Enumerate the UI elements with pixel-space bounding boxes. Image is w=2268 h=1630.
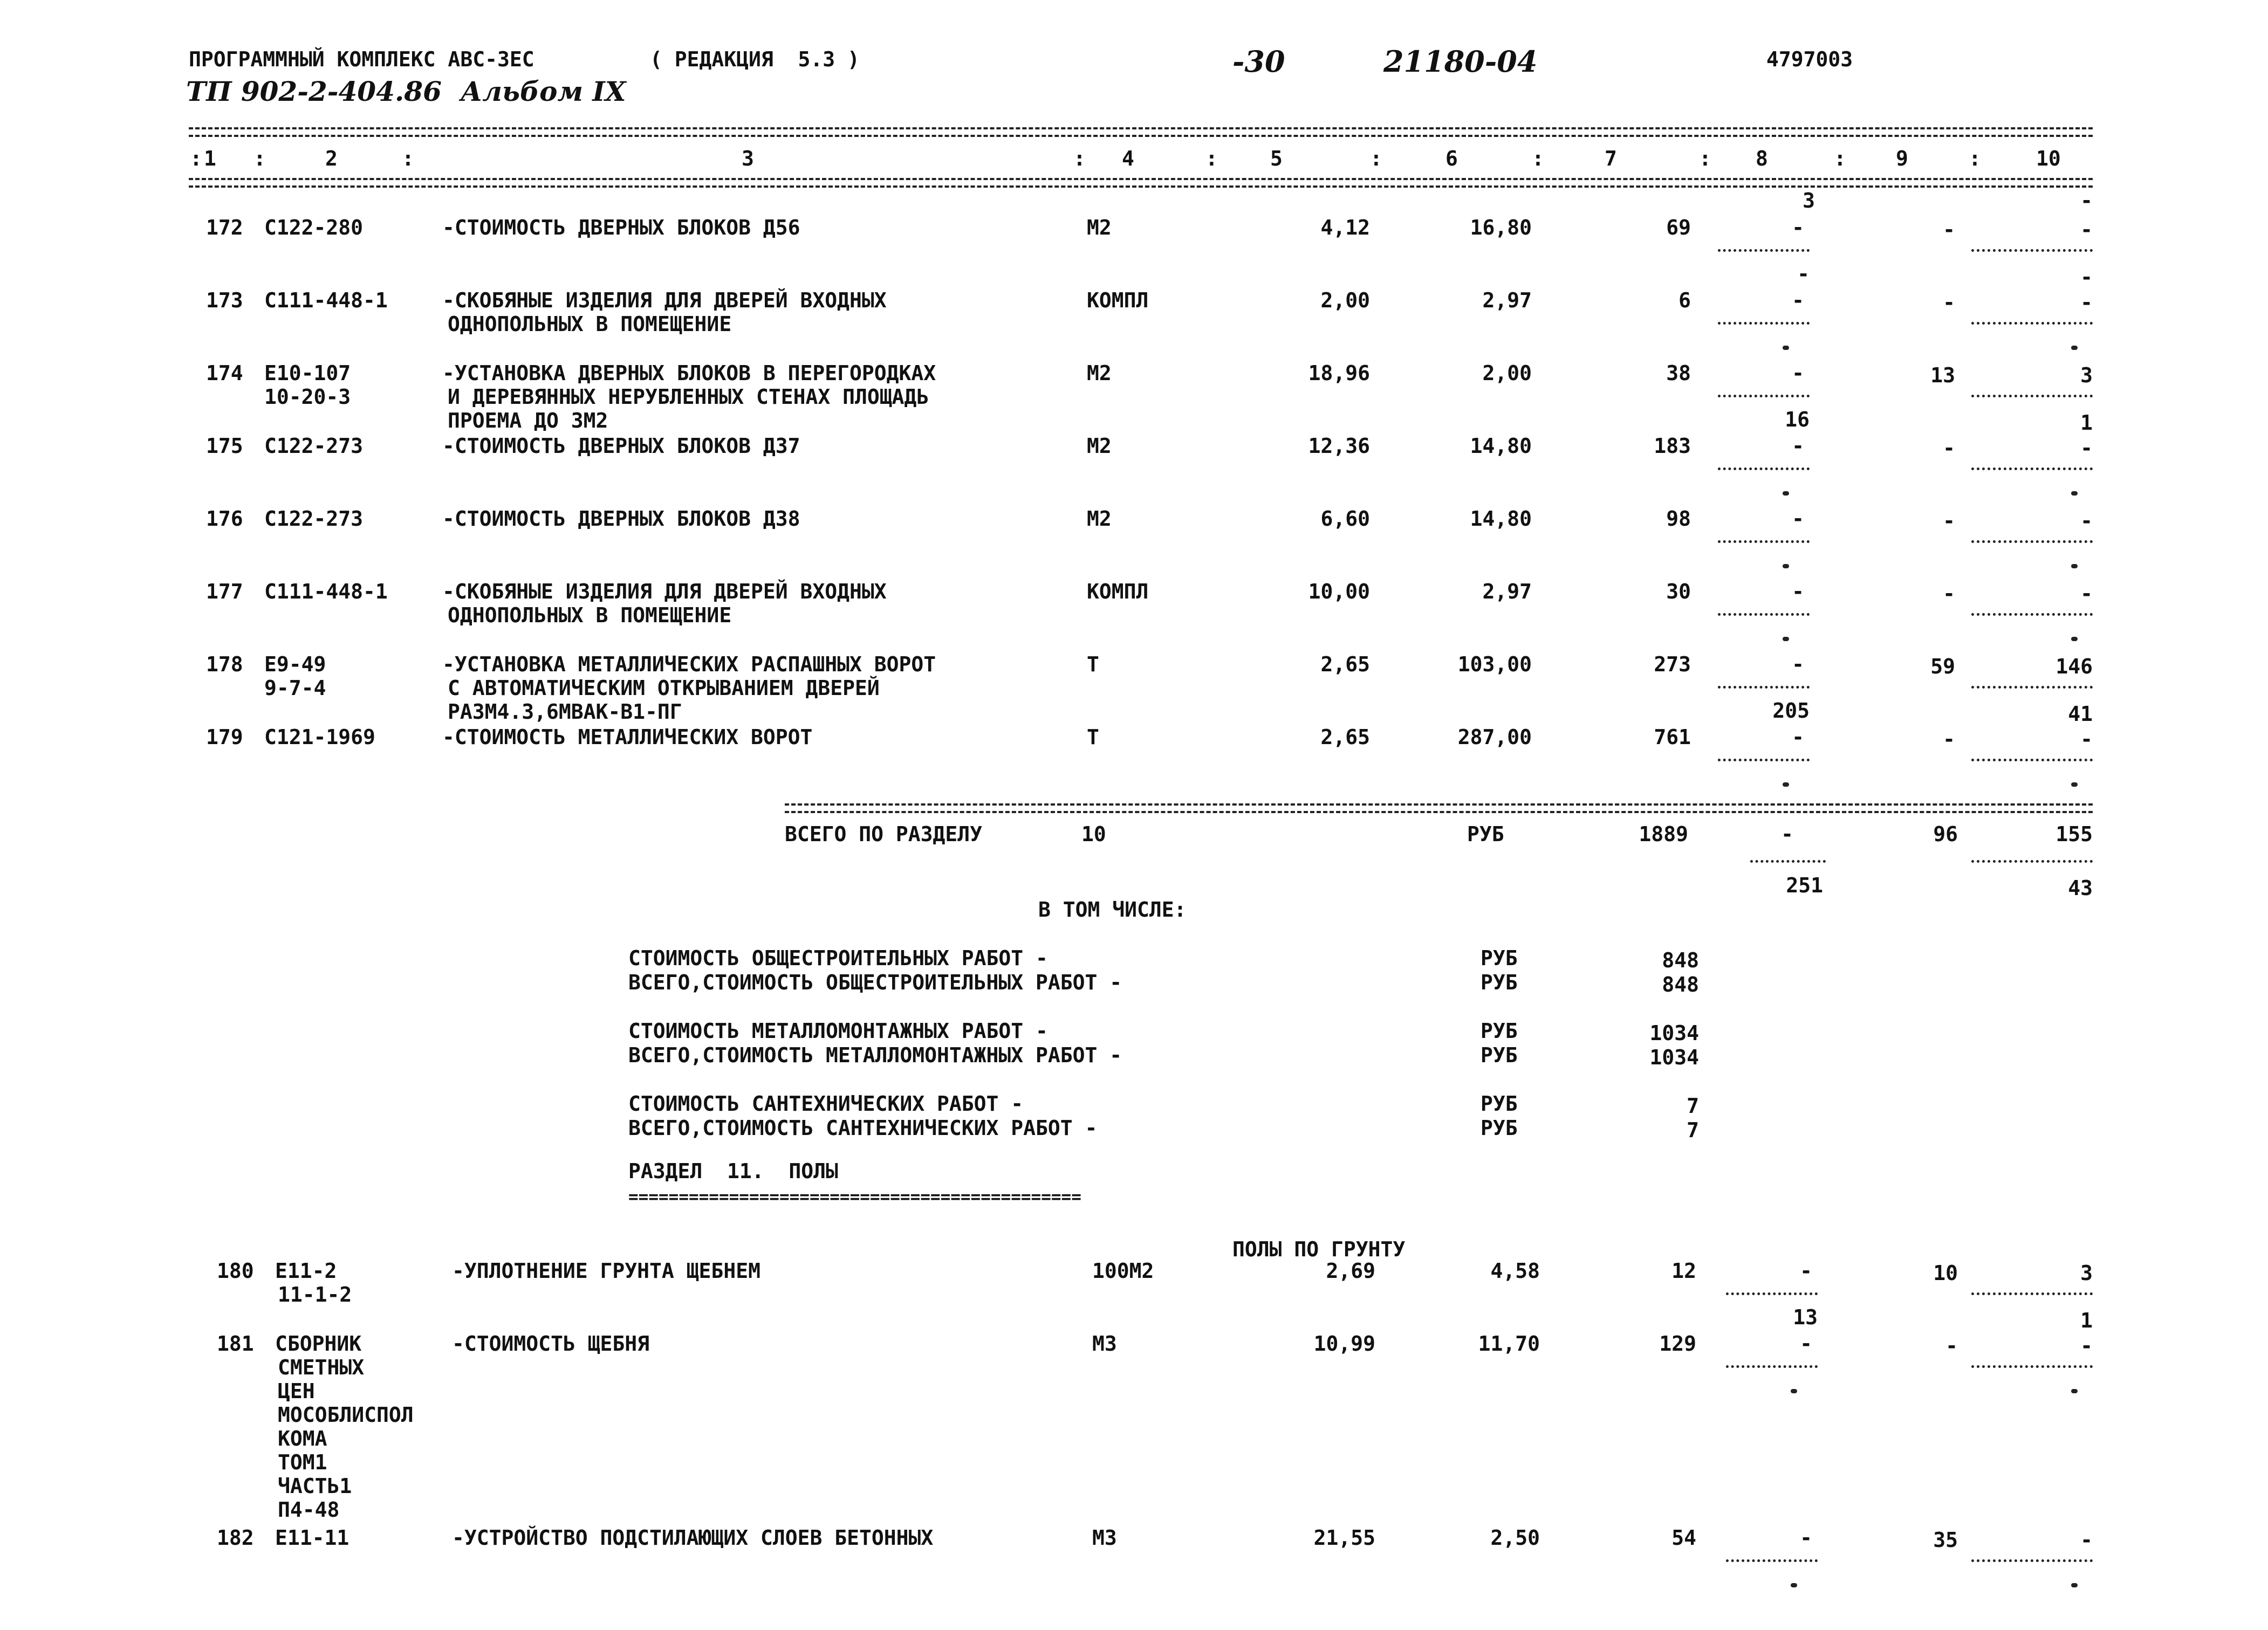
including-value: 848 [1662,973,1699,996]
row-col9: - [1943,582,1955,606]
row-col10: - [2080,436,2093,460]
program-name: ПРОГРАММНЫЙ КОМПЛЕКС АВС-3ЕС [189,47,535,71]
edition-label: ( РЕДАКЦИЯ 5.3 ) [650,47,860,71]
including-value: 848 [1662,948,1699,972]
row-code: 10-20-3 [264,385,351,409]
column-separator: : [1834,147,1846,170]
total-rule [785,803,2093,813]
row-col9: - [1943,218,1955,242]
col8-subtotal-rule [1718,249,1810,252]
row-total: 183 [1654,434,1691,458]
row-col10: 146 [2055,655,2093,678]
row-number: 182 [217,1526,254,1550]
column-header-3: 3 [742,147,754,170]
row-quantity: 18,96 [1308,361,1370,385]
col8-subtotal-rule [1718,613,1810,616]
row-number: 176 [206,507,243,531]
row-code: С122-273 [264,507,364,531]
col10-subtotal-rule [1971,1365,2093,1368]
col8-subtotal-rule [1718,540,1810,543]
including-unit: РУБ [1481,1116,1518,1140]
including-unit: РУБ [1481,1043,1518,1067]
col8-bullet [1783,346,1789,350]
row-col10-bottom: - [2080,265,2093,289]
row-col10: - [2080,1334,2093,1358]
col8-subtotal-rule [1726,1365,1818,1368]
row-col9: - [1943,509,1955,533]
row-total: 273 [1654,652,1691,676]
column-header-4: 4 [1122,147,1134,170]
header-bottom-rule [189,178,2093,188]
row-code: СБОРНИК [275,1332,362,1356]
column-separator: : [1370,147,1382,170]
row-col8-bottom: - [1797,262,1810,286]
row-col8: - [1792,434,1804,458]
row-code: МОСОБЛИСПОЛ [278,1403,414,1427]
row-price: 11,70 [1478,1332,1540,1356]
row-description: -УСТАНОВКА ДВЕРНЫХ БЛОКОВ В ПЕРЕГОРОДКАХ [442,361,936,385]
row-code: С122-273 [264,434,364,458]
section-total-number: 10 [1081,822,1106,846]
row-col8: - [1800,1259,1812,1283]
column-separator: : [1073,147,1086,170]
section-total-col8: - [1781,822,1793,846]
row-col10-top: - [2080,189,2093,212]
row-number: 181 [217,1332,254,1356]
row-price: 287,00 [1457,725,1532,749]
row-col8: - [1792,580,1804,603]
row-price: 4,58 [1490,1259,1540,1283]
row-price: 16,80 [1470,216,1532,239]
row-col8: - [1792,652,1804,676]
row-unit: М2 [1087,507,1112,531]
row-col8: - [1792,507,1804,531]
row-quantity: 21,55 [1313,1526,1375,1550]
section-11-underline: ============================================= [628,1187,1081,1207]
row-total: 38 [1666,361,1691,385]
column-separator: : [402,147,414,170]
row-number: 175 [206,434,243,458]
row-code: КОМА [278,1427,327,1450]
including-unit: РУБ [1481,1092,1518,1116]
row-col8: - [1800,1526,1812,1550]
row-total: 12 [1671,1259,1696,1283]
column-header-8: 8 [1756,147,1768,170]
row-code: С111-448-1 [264,288,388,312]
row-price: 2,50 [1490,1526,1540,1550]
column-header-1: 1 [204,147,216,170]
row-description: РАЗМ4.3,6МВАК-В1-ПГ [448,700,682,724]
row-col9: - [1943,291,1955,314]
row-price: 103,00 [1457,652,1532,676]
row-code: Е9-49 [264,652,326,676]
col10-bullet [2071,346,2078,350]
row-total: 69 [1666,216,1691,239]
col10-subtotal-rule [1971,1559,2093,1562]
row-total: 129 [1659,1332,1696,1356]
including-label: ВСЕГО,СТОИМОСТЬ МЕТАЛЛОМОНТАЖНЫХ РАБОТ - [628,1043,1122,1067]
row-col8: - [1800,1332,1812,1356]
col10-bullet [2071,1583,2078,1587]
row-unit: КОМПЛ [1087,580,1149,603]
row-col10-bottom: 1 [2080,1309,2093,1332]
column-separator: : [253,147,266,170]
col8-subtotal-rule [1718,467,1810,470]
row-quantity: 10,99 [1313,1332,1375,1356]
document-code: 21180-04 [1383,44,1538,79]
row-code: ЦЕН [278,1379,315,1403]
col10-subtotal-rule [1971,759,2093,761]
including-value: 1034 [1649,1046,1699,1069]
row-description: -СТОИМОСТЬ ДВЕРНЫХ БЛОКОВ Д56 [442,216,800,239]
row-code: Е11-2 [275,1259,337,1283]
row-unit: Т [1087,652,1099,676]
col8-subtotal-rule [1726,1292,1818,1295]
including-label: ВСЕГО,СТОИМОСТЬ САНТЕХНИЧЕСКИХ РАБОТ - [628,1116,1098,1140]
row-col10: - [2080,509,2093,533]
page-mark: -30 [1232,44,1285,79]
total-col8-rule [1750,860,1826,863]
row-col8-bottom: 205 [1772,699,1810,723]
including-label: ВСЕГО,СТОИМОСТЬ ОБЩЕСТРОИТЕЛЬНЫХ РАБОТ - [628,971,1122,994]
row-col9: 10 [1933,1261,1958,1285]
row-col9: - [1945,1334,1958,1358]
row-code: С111-448-1 [264,580,388,603]
row-total: 761 [1654,725,1691,749]
row-col10: - [2080,727,2093,751]
row-code: 11-1-2 [278,1283,352,1306]
row-col10: - [2080,291,2093,314]
row-description: -СКОБЯНЫЕ ИЗДЕЛИЯ ДЛЯ ДВЕРЕЙ ВХОДНЫХ [442,288,887,312]
row-code: П4-48 [278,1498,340,1522]
column-separator: : [1699,147,1711,170]
row-col8: - [1792,216,1804,239]
including-label: СТОИМОСТЬ ОБЩЕСТРОИТЕЛЬНЫХ РАБОТ - [628,946,1048,970]
row-description: -УСТРОЙСТВО ПОДСТИЛАЮЩИХ СЛОЕВ БЕТОННЫХ [452,1526,934,1550]
col10-bullet [2071,637,2078,641]
row-col9: 59 [1930,655,1955,678]
row-code: Е11-11 [275,1526,350,1550]
row-unit: 100М2 [1092,1259,1154,1283]
row-col10: 3 [2080,1261,2093,1285]
column-header-7: 7 [1605,147,1617,170]
row-description: ПРОЕМА ДО 3М2 [448,409,608,432]
row-col8: - [1792,288,1804,312]
row-col8-bottom: 13 [1793,1305,1818,1329]
col8-bullet [1783,782,1789,787]
row-total: 30 [1666,580,1691,603]
column-header-2: 2 [325,147,338,170]
column-separator: : [190,147,202,170]
column-header-9: 9 [1896,147,1908,170]
row-description: -УПЛОТНЕНИЕ ГРУНТА ЩЕБНЕМ [452,1259,760,1283]
row-code: Е10-107 [264,361,351,385]
row-col9: - [1943,436,1955,460]
row-col10: - [2080,582,2093,606]
including-label: СТОИМОСТЬ САНТЕХНИЧЕСКИХ РАБОТ - [628,1092,1024,1116]
row-col8-bottom: 16 [1785,408,1810,431]
row-quantity: 2,69 [1326,1259,1375,1283]
row-description: -УСТАНОВКА МЕТАЛЛИЧЕСКИХ РАСПАШНЫХ ВОРОТ [442,652,936,676]
row-price: 14,80 [1470,507,1532,531]
total-col10-rule [1971,860,2093,863]
col10-bullet [2071,564,2078,568]
col10-subtotal-rule [1971,249,2093,252]
including-unit: РУБ [1481,946,1518,970]
col10-bullet [2071,782,2078,787]
row-unit: М2 [1087,434,1112,458]
row-col8-top: 3 [1803,189,1815,212]
col10-subtotal-rule [1971,322,2093,325]
col8-bullet [1791,1389,1797,1393]
col10-bullet [2071,491,2078,496]
row-number: 177 [206,580,243,603]
col8-subtotal-rule [1726,1559,1818,1562]
section-total-value: 1889 [1639,822,1688,846]
section-11-title: РАЗДЕЛ 11. ПОЛЫ [628,1159,838,1183]
row-price: 2,00 [1482,361,1532,385]
col8-bullet [1783,564,1789,568]
col10-subtotal-rule [1971,395,2093,397]
row-number: 174 [206,361,243,385]
including-unit: РУБ [1481,971,1518,994]
row-description: ОДНОПОЛЬНЫХ В ПОМЕЩЕНИЕ [448,603,732,627]
section-total-col8-bottom: 251 [1786,874,1823,897]
row-description: -СТОИМОСТЬ ДВЕРНЫХ БЛОКОВ Д37 [442,434,800,458]
col10-subtotal-rule [1971,613,2093,616]
column-separator: : [1532,147,1544,170]
row-description: С АВТОМАТИЧЕСКИМ ОТКРЫВАНИЕМ ДВЕРЕЙ [448,676,880,700]
row-quantity: 10,00 [1308,580,1370,603]
section-total-col10-bottom: 43 [2068,876,2093,900]
row-col9: - [1943,727,1955,751]
row-description: -СТОИМОСТЬ ЩЕБНЯ [452,1332,650,1356]
row-number: 178 [206,652,243,676]
row-number: 179 [206,725,243,749]
row-quantity: 12,36 [1308,434,1370,458]
row-col10-bottom: 41 [2068,702,2093,726]
col8-subtotal-rule [1718,686,1810,689]
row-code: С121-1969 [264,725,375,749]
col8-bullet [1791,1583,1797,1587]
row-quantity: 6,60 [1320,507,1370,531]
row-col8: - [1792,361,1804,385]
col8-subtotal-rule [1718,759,1810,761]
including-label: СТОИМОСТЬ МЕТАЛЛОМОНТАЖНЫХ РАБОТ - [628,1019,1048,1043]
row-col10: - [2080,1528,2093,1552]
including-unit: РУБ [1481,1019,1518,1043]
row-col10: 3 [2080,363,2093,387]
row-total: 54 [1671,1526,1696,1550]
row-quantity: 4,12 [1320,216,1370,239]
row-code: ЧАСТЬ1 [278,1474,352,1498]
row-col10-bottom: 1 [2080,411,2093,435]
floors-subheading: ПОЛЫ ПО ГРУНТУ [1232,1237,1406,1261]
column-header-10: 10 [2036,147,2061,170]
column-separator: : [1969,147,1981,170]
col10-subtotal-rule [1971,686,2093,689]
section-total-unit: РУБ [1467,822,1504,846]
row-quantity: 2,65 [1320,652,1370,676]
row-quantity: 2,00 [1320,288,1370,312]
row-price: 2,97 [1482,580,1532,603]
row-code: 9-7-4 [264,676,326,700]
row-code: СМЕТНЫХ [278,1356,365,1379]
column-header-6: 6 [1445,147,1458,170]
row-total: 6 [1678,288,1691,312]
col8-subtotal-rule [1718,395,1810,397]
row-description: ОДНОПОЛЬНЫХ В ПОМЕЩЕНИЕ [448,312,732,336]
including-value: 7 [1687,1094,1699,1118]
section-total-col9: 96 [1933,822,1958,846]
section-total-label: ВСЕГО ПО РАЗДЕЛУ [785,822,983,846]
column-separator: : [1205,147,1218,170]
row-price: 14,80 [1470,434,1532,458]
row-col8: - [1792,725,1804,749]
col10-subtotal-rule [1971,1292,2093,1295]
row-number: 172 [206,216,243,239]
col10-subtotal-rule [1971,540,2093,543]
col10-subtotal-rule [1971,467,2093,470]
row-code: С122-280 [264,216,364,239]
row-unit: М3 [1092,1332,1117,1356]
row-description: -СКОБЯНЫЕ ИЗДЕЛИЯ ДЛЯ ДВЕРЕЙ ВХОДНЫХ [442,580,887,603]
row-total: 98 [1666,507,1691,531]
row-col9: 13 [1930,363,1955,387]
row-price: 2,97 [1482,288,1532,312]
header-top-rule [189,127,2093,137]
document-number: 4797003 [1766,47,1853,71]
row-unit: Т [1087,725,1099,749]
album-note: ТП 902-2-404.86 Альбом IX [186,75,626,107]
col8-subtotal-rule [1718,322,1810,325]
column-header-5: 5 [1270,147,1283,170]
section-total-col10: 155 [2055,822,2093,846]
row-description: -СТОИМОСТЬ МЕТАЛЛИЧЕСКИХ ВОРОТ [442,725,813,749]
row-unit: М2 [1087,216,1112,239]
including-value: 7 [1687,1118,1699,1142]
row-col9: 35 [1933,1528,1958,1552]
row-number: 180 [217,1259,254,1283]
including-title: В ТОМ ЧИСЛЕ: [1038,898,1187,921]
including-value: 1034 [1649,1021,1699,1045]
row-description: И ДЕРЕВЯННЫХ НЕРУБЛЕННЫХ СТЕНАХ ПЛОЩАДЬ [448,385,929,409]
row-quantity: 2,65 [1320,725,1370,749]
row-number: 173 [206,288,243,312]
col10-bullet [2071,1389,2078,1393]
row-unit: М3 [1092,1526,1117,1550]
row-unit: КОМПЛ [1087,288,1149,312]
col8-bullet [1783,491,1789,496]
row-unit: М2 [1087,361,1112,385]
row-code: ТОМ1 [278,1450,327,1474]
row-description: -СТОИМОСТЬ ДВЕРНЫХ БЛОКОВ Д38 [442,507,800,531]
col8-bullet [1783,637,1789,641]
row-col10: - [2080,218,2093,242]
